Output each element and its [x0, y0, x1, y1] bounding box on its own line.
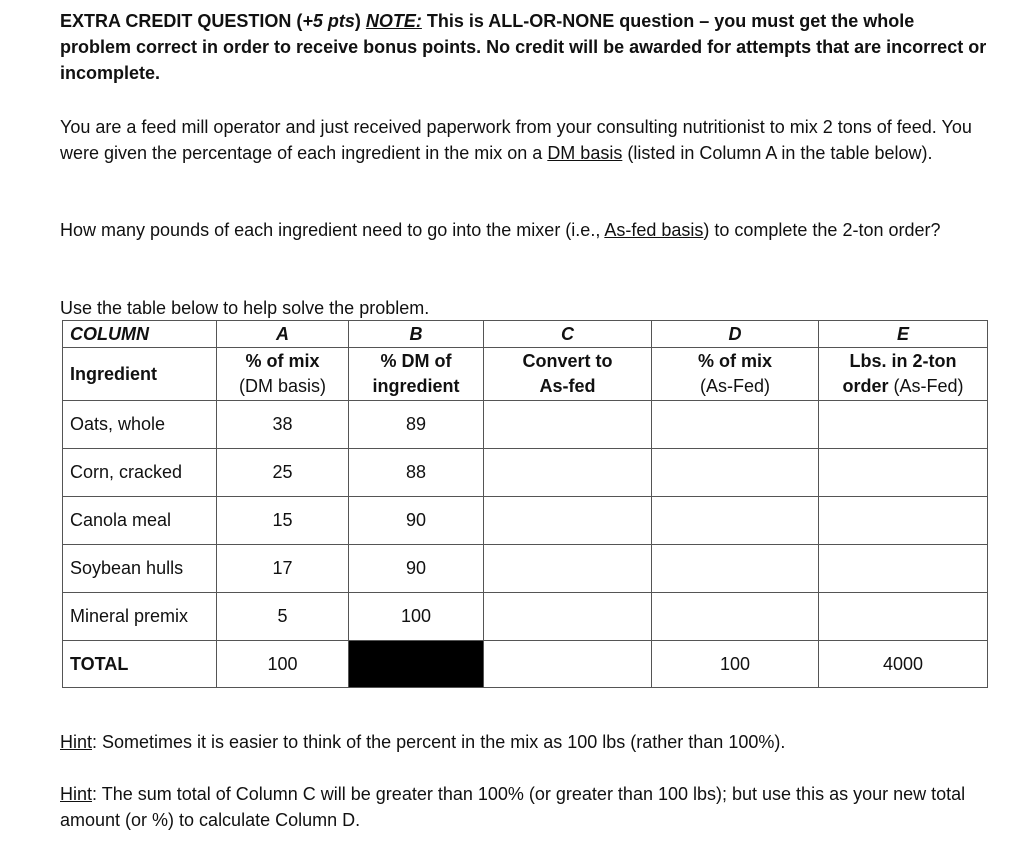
table-row	[63, 401, 988, 449]
total-lbs: 4000	[819, 641, 988, 688]
hint-text: : The sum total of Column C will be greater than 100% (or greater than 100 lbs); but use this as your new total amount (or %) to calculate Column D.	[60, 784, 966, 830]
as-fed-convert-cell	[484, 401, 652, 449]
lbs-cell	[819, 593, 988, 641]
dm-percent-cell: 90	[349, 497, 484, 545]
as-fed-mix-cell	[652, 497, 819, 545]
column-a-header-line1: % of mix	[245, 351, 320, 371]
column-d-header-line2: (As-Fed)	[699, 376, 770, 396]
dm-percent-cell: 100	[349, 593, 484, 641]
column-label: COLUMN	[63, 321, 217, 348]
column-e-header-line1: Lbs. in 2-ton	[849, 351, 957, 371]
as-fed-mix-cell	[652, 401, 819, 449]
dm-mix-cell: 38	[217, 401, 349, 449]
as-fed-convert-cell	[484, 593, 652, 641]
hint-1	[60, 729, 990, 755]
dm-percent-cell: 89	[349, 401, 484, 449]
dm-mix-cell: 25	[217, 449, 349, 497]
hint-label: Hint	[60, 784, 93, 804]
lbs-cell	[819, 449, 988, 497]
as-fed-basis-text: As-fed basis	[604, 220, 704, 240]
extra-credit-header	[60, 8, 990, 86]
as-fed-convert-cell	[484, 545, 652, 593]
as-fed-mix-cell	[652, 545, 819, 593]
dm-mix-cell: 17	[217, 545, 349, 593]
lbs-cell	[819, 545, 988, 593]
dm-percent-cell: 88	[349, 449, 484, 497]
table-row	[63, 449, 988, 497]
intro-text-after: (listed in Column A in the table below).	[622, 143, 933, 163]
question-prompt	[60, 217, 990, 243]
column-c-header-line2: As-fed	[539, 376, 596, 396]
column-c-header	[484, 348, 652, 401]
column-a-header-line2: (DM basis)	[238, 376, 326, 396]
ingredient-cell: Mineral premix	[63, 593, 217, 641]
column-b-header-line2: ingredient	[372, 376, 460, 396]
table-row	[63, 497, 988, 545]
header-row	[63, 348, 988, 401]
table-row	[63, 593, 988, 641]
column-a-header	[217, 348, 349, 401]
column-b-header	[349, 348, 484, 401]
as-fed-convert-cell	[484, 497, 652, 545]
as-fed-mix-cell	[652, 593, 819, 641]
column-d-header	[652, 348, 819, 401]
intro-paragraph	[60, 114, 990, 166]
feed-mix-table	[62, 320, 988, 688]
note-label: NOTE:	[365, 11, 422, 31]
column-d-header-line1: % of mix	[697, 351, 772, 371]
ingredient-cell: Canola meal	[63, 497, 217, 545]
dm-mix-cell: 5	[217, 593, 349, 641]
column-e-header-line2-rest: (As-Fed)	[888, 376, 964, 396]
points-value: +5 pts	[302, 11, 355, 31]
lbs-cell	[819, 497, 988, 545]
dm-percent-cell: 90	[349, 545, 484, 593]
prompt-text-before: How many pounds of each ingredient need to go into the mixer (i.e.,	[60, 220, 605, 240]
hint-text: : Sometimes it is easier to think of the percent in the mix as 100 lbs (rather than 100%).	[92, 732, 786, 752]
question-label-close: )	[354, 11, 361, 31]
column-c-letter: C	[484, 321, 652, 348]
total-as-fed-mix: 100	[652, 641, 819, 688]
hint-label: Hint	[60, 732, 93, 752]
intro-text-before: You are a feed mill operator and just received paperwork from your consulting nutritionist to mix 2 tons of feed. You were given the percentage of each ingredient in the mix on a	[60, 117, 972, 163]
dm-basis-text: DM basis	[547, 143, 623, 163]
ingredient-header: Ingredient	[63, 348, 217, 401]
ingredient-cell: Oats, whole	[63, 401, 217, 449]
total-as-fed-convert	[484, 641, 652, 688]
lbs-cell	[819, 401, 988, 449]
column-e-letter: E	[819, 321, 988, 348]
ingredient-cell: Soybean hulls	[63, 545, 217, 593]
prompt-text-after: ) to complete the 2-ton order?	[703, 220, 941, 240]
as-fed-convert-cell	[484, 449, 652, 497]
column-d-letter: D	[652, 321, 819, 348]
column-b-letter: B	[349, 321, 484, 348]
column-letter-row	[63, 321, 988, 348]
note-text: This is ALL-OR-NONE question – you must get the whole problem correct in order to receive bonus points. No credit will be awarded for attempts that are incorrect or incomplete.	[60, 11, 987, 83]
table-caption: Use the table below to help solve the problem.	[60, 298, 430, 318]
column-b-header-line1: % DM of	[380, 351, 452, 371]
column-c-header-line1: Convert to	[522, 351, 613, 371]
total-row	[63, 641, 988, 688]
total-dm-mix: 100	[217, 641, 349, 688]
ingredient-cell: Corn, cracked	[63, 449, 217, 497]
column-e-header-line2-bold: order	[842, 376, 889, 396]
blacked-out-cell	[349, 641, 484, 688]
dm-mix-cell: 15	[217, 497, 349, 545]
column-a-letter: A	[217, 321, 349, 348]
column-e-header	[819, 348, 988, 401]
as-fed-mix-cell	[652, 449, 819, 497]
total-label: TOTAL	[63, 641, 217, 688]
hint-2	[60, 781, 990, 833]
question-label: EXTRA CREDIT QUESTION (	[60, 11, 303, 31]
table-row	[63, 545, 988, 593]
